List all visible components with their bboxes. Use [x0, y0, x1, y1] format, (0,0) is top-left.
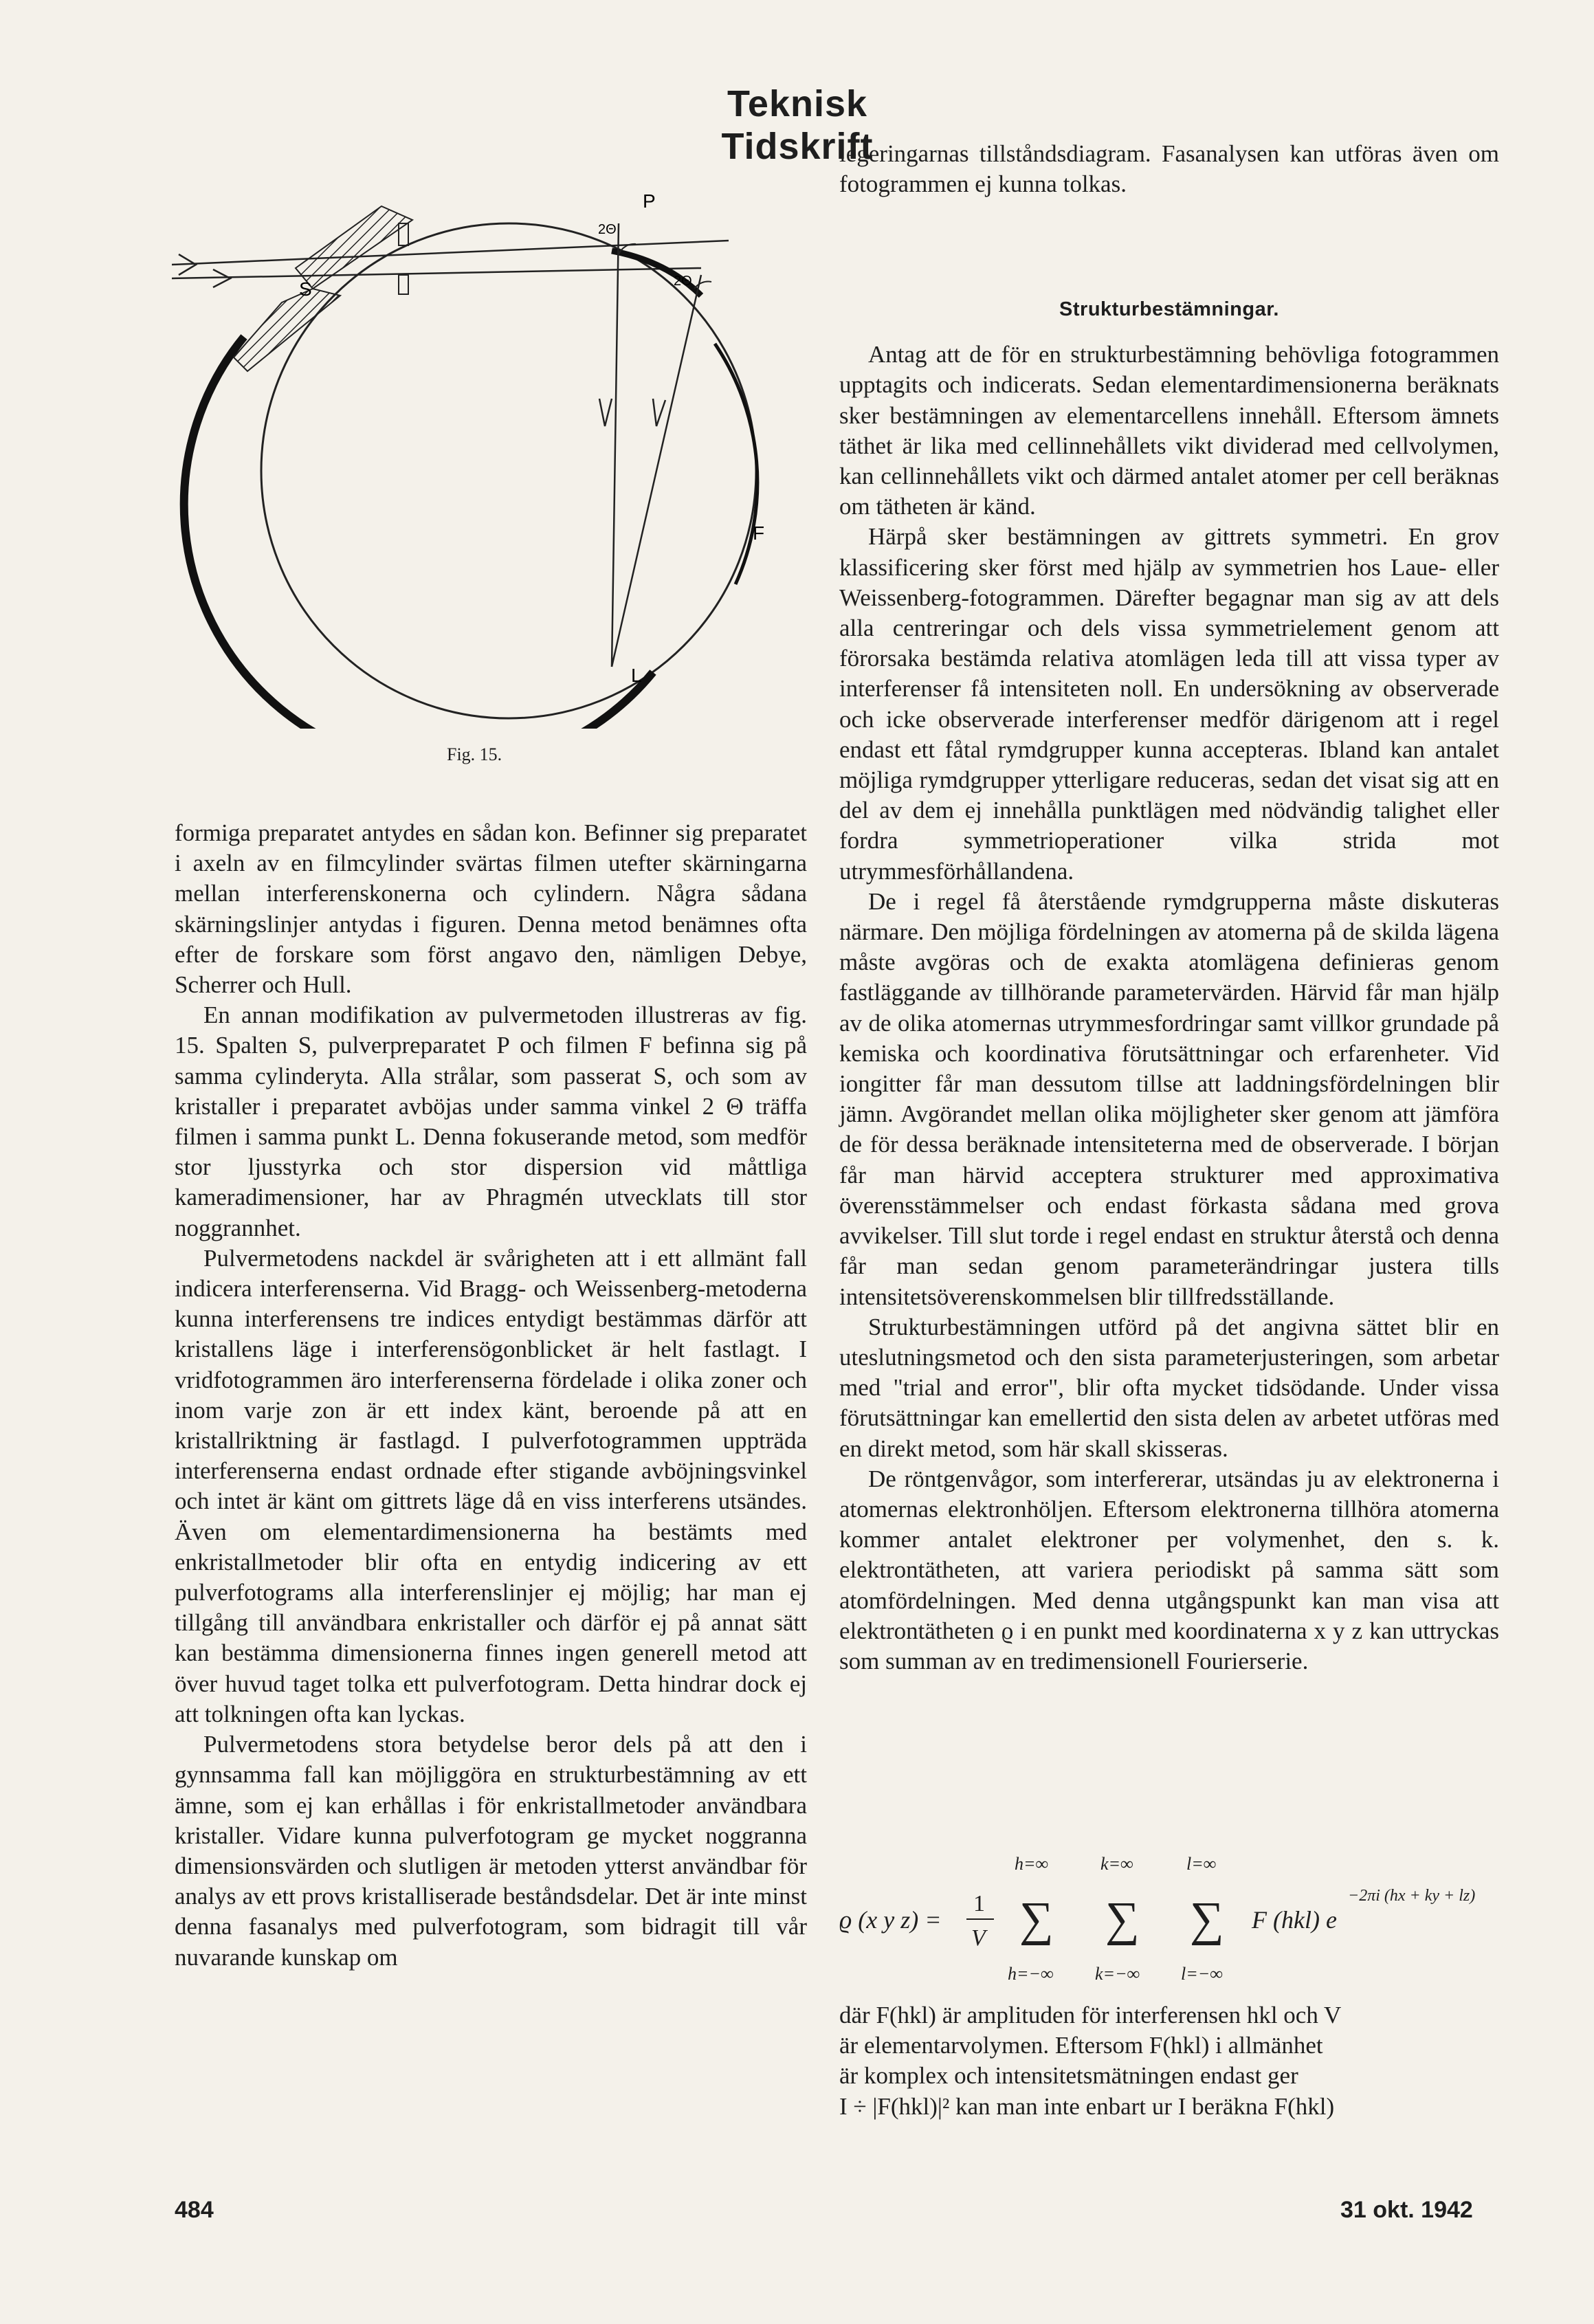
left-paragraph-2: En annan modifikation av pulvermetoden illustreras av fig. 15. Spalten S, pulverpreparatet P och filmen F befinna sig på samma cylinderyta. Alla strålar, som passerat S, och som av kristaller i preparatet avböjas under samma vinkel 2 Θ träffa filmen i samma punkt L. Denna fokuserande metod, som medför stor ljusstyrka och stor dispersion vid måttliga kameradimensioner, har av Phragmén utvecklats till stor noggrannhet. — [175, 1001, 807, 1241]
label-l: L — [631, 665, 642, 686]
section-heading: Strukturbestämningar. — [1059, 298, 1279, 320]
sum-l-top: l=∞ — [1186, 1854, 1217, 1874]
sum-h-bottom: h=−∞ — [1008, 1964, 1054, 1984]
tail-line-1: där F(hkl) är amplituden för interferensen hkl och V — [839, 2002, 1342, 2028]
baffle-2 — [399, 275, 408, 294]
sum-h-sigma: ∑ — [1019, 1893, 1054, 1946]
ray-2 — [172, 268, 701, 278]
tail-line-3: är komplex och intensitetsmätningen endast ger — [839, 2062, 1298, 2090]
right-paragraph-1: Antag att de för en strukturbestämning behövliga fotogrammen upptagits och indicerats. Sedan elementardimensionerna beräknats sker bestämningen av elementarcellens innehåll. Eftersom ämnets täthet är lika med cellinnehållets vikt dividerad med cellvolymen, kan cellinnehållets vikt och därmed antalet atomer per cell beräknas om tätheten är känd. — [839, 341, 1499, 520]
label-s: S — [299, 278, 312, 300]
film-arc-right — [715, 344, 757, 584]
issue-date: 31 okt. 1942 — [1340, 2197, 1473, 2223]
right-paragraph-4: Strukturbestämningen utförd på det angivna sättet blir en uteslutningsmetod och den sista parameterjusteringen, som arbetar med "trial and error", blir ofta mycket tidsödande. Under vissa förutsättningar kan emellertid den sista delen av arbetet utföras med en direkt metod, som här skall skisseras. — [839, 1313, 1499, 1462]
page-number: 484 — [175, 2197, 214, 2223]
left-column — [175, 818, 807, 1973]
fourier-formula — [839, 1842, 1499, 1993]
tail-line-2: är elementarvolymen. Eftersom F(hkl) i allmänhet — [839, 2032, 1323, 2059]
journal-title: Teknisk Tidskrift — [721, 83, 874, 167]
left-paragraph-1: formiga preparatet antydes en sådan kon. Befinner sig preparatet i axeln av en filmcylinder svärtas filmen utefter skärningarna mellan interferenskonerna och cylindern. Några sådana skärningslinjer antydas i figuren. Denna metod benämnes ofta efter de forskare som först angavo den, nämligen Debye, Scherrer och Hull. — [175, 819, 807, 999]
figure-caption: Fig. 15. — [447, 744, 502, 764]
right-column-tail — [839, 2000, 1499, 2122]
right-column-main — [839, 294, 1499, 1676]
formula-frac-num: 1 — [973, 1891, 985, 1916]
right-paragraph-5: De röntgenvågor, som interfererar, utsändas ju av elektronerna i atomernas elektronhöljen. Eftersom elektronerna tillhöra atomerna kommer antalet elektroner per volymenhet, den s. k. elektrontätheten, att variera periodiskt på samma sätt som atomfördelningen. Med denna utgångspunkt kan man visa att elektrontätheten ϱ i en punkt med koordinaterna x y z kan uttryckas som summan av en tredimensionell Fourierserie. — [839, 1465, 1499, 1674]
sum-h-top: h=∞ — [1015, 1854, 1049, 1874]
label-angle-2: 2Θ — [674, 274, 692, 289]
right-column-top — [839, 139, 1499, 199]
diffracted-ray-1 — [612, 223, 619, 667]
left-paragraph-3: Pulvermetodens nackdel är svårigheten att i ett allmänt fall indicera interferenserna. Vid Bragg- och Weissenberg-metoderna kunna interferensens tre indices entydigt bestämmas därför att kristallens läge i interferensögonblicket är helt fastlagt. I vridfotogrammen äro interferenserna fördelade i olika zoner och inom varje zon är ett index känt, beroende på att en kristallriktning är fastlagd. I pulverfotogrammen uppträda interferenserna endast ordnade efter stigande avböjningsvinkel och intet är känt om gittrets läge då en viss interferens utsändes. Även om elementardimensionerna ha bestämts med enkristallmetoder blir ofta en entydig indicering av ett pulverfotograms alla interferenslinjer ej möjlig; har man ej tillgång till användbara enkristaller och därför ej på annat sätt kan bestämma dimensionerna finnes ingen generell metod att över huvud taget tolka ett pulverfotogram. Detta hindrar dock ej att tolkningen ofta kan lyckas. — [175, 1244, 807, 1727]
figure-15-diagram — [172, 158, 790, 729]
tail-line-4: I ÷ |F(hkl)|² kan man inte enbart ur I beräkna F(hkl) — [839, 2092, 1335, 2120]
label-p: P — [643, 190, 656, 212]
label-angle-1: 2Θ — [598, 222, 617, 237]
formula-frac-den: V — [971, 1925, 986, 1951]
formula-lhs: ϱ (x y z) = — [839, 1906, 942, 1934]
diffracted-ray-2 — [612, 275, 701, 667]
label-f: F — [753, 522, 765, 544]
sum-l-sigma: ∑ — [1190, 1893, 1224, 1946]
film-arc — [184, 337, 653, 729]
right-top-text: legeringarnas tillståndsdiagram. Fasanalysen kan utföras även om fotogrammen ej kunna tolkas. — [839, 140, 1499, 198]
formula-term: F (hkl) e — [1252, 1906, 1337, 1934]
right-paragraph-3: De i regel få återstående rymdgrupperna måste diskuteras närmare. Den möjliga fördelningen av atomerna på de skilda lägena måste avgöras och de exakta atomlägena definieras genom fastläggande av tillhörande parametervärden. Härvid får man hjälp av de olika atomernas utrymmesfordringar samt villkor grundade på kemiska och koordinativa förutsättningar och erfarenheter. Vid iongitter får man dessutom tillse att laddningsfördelningen blir jämn. Avgörandet mellan olika möjligheter sker genom att jämföra de för dessa beräknade intensiteterna med de observerade. I början får man härvid acceptera strukturer med approximativa överensstämmelser och endast förkasta sådana med grova avvikelser. Till slut torde i regel endast en struktur återstå och denna får man sedan genom parameterändringar justera tills intensitetsöverenskommelsen blir tillfredsställande. — [839, 887, 1499, 1310]
sum-k-bottom: k=−∞ — [1095, 1964, 1140, 1984]
sum-l-bottom: l=−∞ — [1181, 1964, 1223, 1984]
sum-k-sigma: ∑ — [1105, 1893, 1140, 1946]
formula-exponent: −2πi (hx + ky + lz) — [1348, 1887, 1476, 1905]
right-paragraph-2: Härpå sker bestämningen av gittrets symmetri. En grov klassificering sker först med hjälp av symmetrien hos Laue- eller Weissenberg-fotogrammen. Därefter begagnar man sig av att dels alla centreringar och dels vissa symmetrielement genom att förorsaka bestämda relativa atomlägen leda till att vissa typer av interferenser få intensiteten noll. En undersökning av observerade och icke observerade interferenser medför därigenom att i regel endast ett fåtal rymdgrupper kunna accepteras. Ibland kan antalet möjliga rymdgrupper ytterligare reduceras, sedan det visat sig att en del av dem ej innehålla punktlägen med nödvändig talighet eller fordra symmetrioperationer vilka strida mot utrymmesförhållandena. — [839, 523, 1499, 885]
left-paragraph-4: Pulvermetodens stora betydelse beror dels på att den i gynnsamma fall kan möjliggöra en strukturbestämning av ett ämne, som ej kan erhållas i för enkristallmetoder användbara kristaller. Vidare kunna pulverfotogram ge mycket noggranna dimensionsvärden och slutligen är metoden ytterst användbar för analys av ett provs kristalliserade beståndsdelar. Det är inte minst denna fasanalys med pulverfotogram, som bidragit till vår nuvarande kunskap om — [175, 1731, 807, 1971]
sum-k-top: k=∞ — [1100, 1854, 1133, 1874]
